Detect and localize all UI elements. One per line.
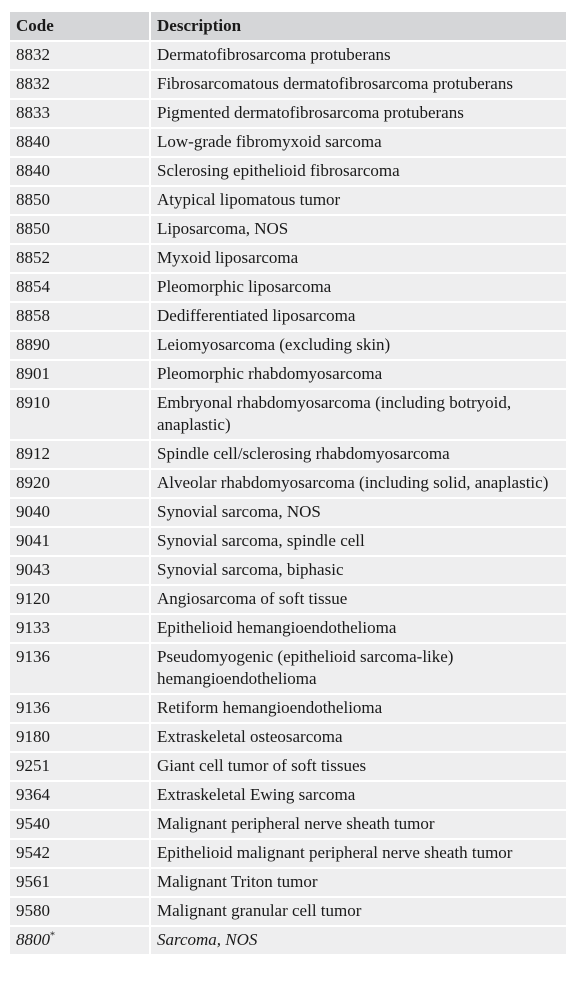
code-value: 9561 xyxy=(16,872,50,891)
description-cell: Sclerosing epithelioid fibrosarcoma xyxy=(150,157,566,186)
code-value: 8850 xyxy=(16,219,50,238)
description-cell: Alveolar rhabdomyosarcoma (including solid, anaplastic) xyxy=(150,469,566,498)
code-cell xyxy=(10,527,150,556)
code-cell xyxy=(10,926,150,955)
table-row xyxy=(10,244,566,273)
table-row xyxy=(10,810,566,839)
description-cell: Myxoid liposarcoma xyxy=(150,244,566,273)
code-value: 9120 xyxy=(16,589,50,608)
table-row xyxy=(10,614,566,643)
code-cell xyxy=(10,244,150,273)
code-cell xyxy=(10,585,150,614)
table-row xyxy=(10,128,566,157)
table-row xyxy=(10,527,566,556)
table-row xyxy=(10,440,566,469)
description-cell: Low-grade fibromyxoid sarcoma xyxy=(150,128,566,157)
table-row xyxy=(10,273,566,302)
table-row xyxy=(10,839,566,868)
table-row xyxy=(10,781,566,810)
table-row xyxy=(10,556,566,585)
code-value: 9133 xyxy=(16,618,50,637)
code-value: 9251 xyxy=(16,756,50,775)
description-cell: Dedifferentiated liposarcoma xyxy=(150,302,566,331)
table-row xyxy=(10,215,566,244)
table-row xyxy=(10,897,566,926)
table-row xyxy=(10,70,566,99)
description-cell: Giant cell tumor of soft tissues xyxy=(150,752,566,781)
description-cell: Dermatofibrosarcoma protuberans xyxy=(150,41,566,70)
table-header xyxy=(10,12,566,41)
footnote-marker: * xyxy=(50,930,55,942)
table-row xyxy=(10,498,566,527)
code-cell xyxy=(10,128,150,157)
code-cell xyxy=(10,810,150,839)
code-cell xyxy=(10,839,150,868)
code-value: 9043 xyxy=(16,560,50,579)
description-cell: Fibrosarcomatous dermatofibrosarcoma protuberans xyxy=(150,70,566,99)
code-value: 8858 xyxy=(16,306,50,325)
code-value: 8854 xyxy=(16,277,50,296)
description-cell: Pleomorphic liposarcoma xyxy=(150,273,566,302)
table-row xyxy=(10,723,566,752)
table-row xyxy=(10,926,566,955)
code-cell xyxy=(10,643,150,694)
code-cell xyxy=(10,469,150,498)
table-row xyxy=(10,643,566,694)
description-cell: Spindle cell/sclerosing rhabdomyosarcoma xyxy=(150,440,566,469)
table-row xyxy=(10,99,566,128)
code-value: 8890 xyxy=(16,335,50,354)
code-value: 8910 xyxy=(16,393,50,412)
code-cell xyxy=(10,273,150,302)
code-value: 9040 xyxy=(16,502,50,521)
description-cell: Extraskeletal Ewing sarcoma xyxy=(150,781,566,810)
code-value: 8920 xyxy=(16,473,50,492)
header-row xyxy=(10,12,566,41)
code-cell xyxy=(10,498,150,527)
table-row xyxy=(10,331,566,360)
code-cell xyxy=(10,70,150,99)
code-value: 8833 xyxy=(16,103,50,122)
description-cell: Synovial sarcoma, NOS xyxy=(150,498,566,527)
code-value: 8832 xyxy=(16,45,50,64)
description-cell: Sarcoma, NOS xyxy=(150,926,566,955)
code-value: 9136 xyxy=(16,698,50,717)
description-cell: Malignant Triton tumor xyxy=(150,868,566,897)
table-row xyxy=(10,41,566,70)
code-cell xyxy=(10,41,150,70)
code-cell xyxy=(10,186,150,215)
description-cell: Epithelioid hemangioendothelioma xyxy=(150,614,566,643)
description-cell: Liposarcoma, NOS xyxy=(150,215,566,244)
table-row xyxy=(10,157,566,186)
description-cell: Synovial sarcoma, biphasic xyxy=(150,556,566,585)
code-cell xyxy=(10,215,150,244)
code-value: 9540 xyxy=(16,814,50,833)
code-table-container xyxy=(10,12,566,956)
table-row xyxy=(10,868,566,897)
code-cell xyxy=(10,99,150,128)
code-value: 9542 xyxy=(16,843,50,862)
table-row xyxy=(10,360,566,389)
description-cell: Malignant peripheral nerve sheath tumor xyxy=(150,810,566,839)
table-body xyxy=(10,41,566,955)
table-row xyxy=(10,585,566,614)
description-cell: Pleomorphic rhabdomyosarcoma xyxy=(150,360,566,389)
code-cell xyxy=(10,440,150,469)
code-cell xyxy=(10,331,150,360)
description-cell: Epithelioid malignant peripheral nerve sheath tumor xyxy=(150,839,566,868)
table-row xyxy=(10,469,566,498)
description-cell: Synovial sarcoma, spindle cell xyxy=(150,527,566,556)
code-value: 8840 xyxy=(16,132,50,151)
table-row xyxy=(10,302,566,331)
description-cell: Extraskeletal osteosarcoma xyxy=(150,723,566,752)
description-cell: Pigmented dermatofibrosarcoma protuberans xyxy=(150,99,566,128)
table-row xyxy=(10,389,566,440)
table-row xyxy=(10,186,566,215)
table-row xyxy=(10,752,566,781)
code-value: 8800 xyxy=(16,930,50,949)
code-cell xyxy=(10,157,150,186)
code-value: 8852 xyxy=(16,248,50,267)
table-row xyxy=(10,694,566,723)
description-cell: Atypical lipomatous tumor xyxy=(150,186,566,215)
code-value: 9364 xyxy=(16,785,50,804)
code-cell xyxy=(10,614,150,643)
code-cell xyxy=(10,868,150,897)
description-cell: Leiomyosarcoma (excluding skin) xyxy=(150,331,566,360)
code-value: 9136 xyxy=(16,647,50,666)
description-cell: Retiform hemangioendothelioma xyxy=(150,694,566,723)
code-cell xyxy=(10,752,150,781)
description-cell: Malignant granular cell tumor xyxy=(150,897,566,926)
code-value: 8912 xyxy=(16,444,50,463)
description-cell: Embryonal rhabdomyosarcoma (including botryoid, anaplastic) xyxy=(150,389,566,440)
description-cell: Angiosarcoma of soft tissue xyxy=(150,585,566,614)
code-value: 9180 xyxy=(16,727,50,746)
code-cell xyxy=(10,897,150,926)
histology-code-table xyxy=(10,12,566,956)
code-value: 8840 xyxy=(16,161,50,180)
code-cell xyxy=(10,389,150,440)
code-value: 8850 xyxy=(16,190,50,209)
code-value: 8832 xyxy=(16,74,50,93)
code-column-header: Code xyxy=(10,12,150,41)
code-cell xyxy=(10,556,150,585)
code-cell xyxy=(10,723,150,752)
code-cell xyxy=(10,360,150,389)
code-value: 9041 xyxy=(16,531,50,550)
description-cell: Pseudomyogenic (epithelioid sarcoma-like) hemangioendothelioma xyxy=(150,643,566,694)
description-column-header: Description xyxy=(150,12,566,41)
code-value: 8901 xyxy=(16,364,50,383)
code-cell xyxy=(10,781,150,810)
code-cell xyxy=(10,694,150,723)
code-cell xyxy=(10,302,150,331)
code-value: 9580 xyxy=(16,901,50,920)
